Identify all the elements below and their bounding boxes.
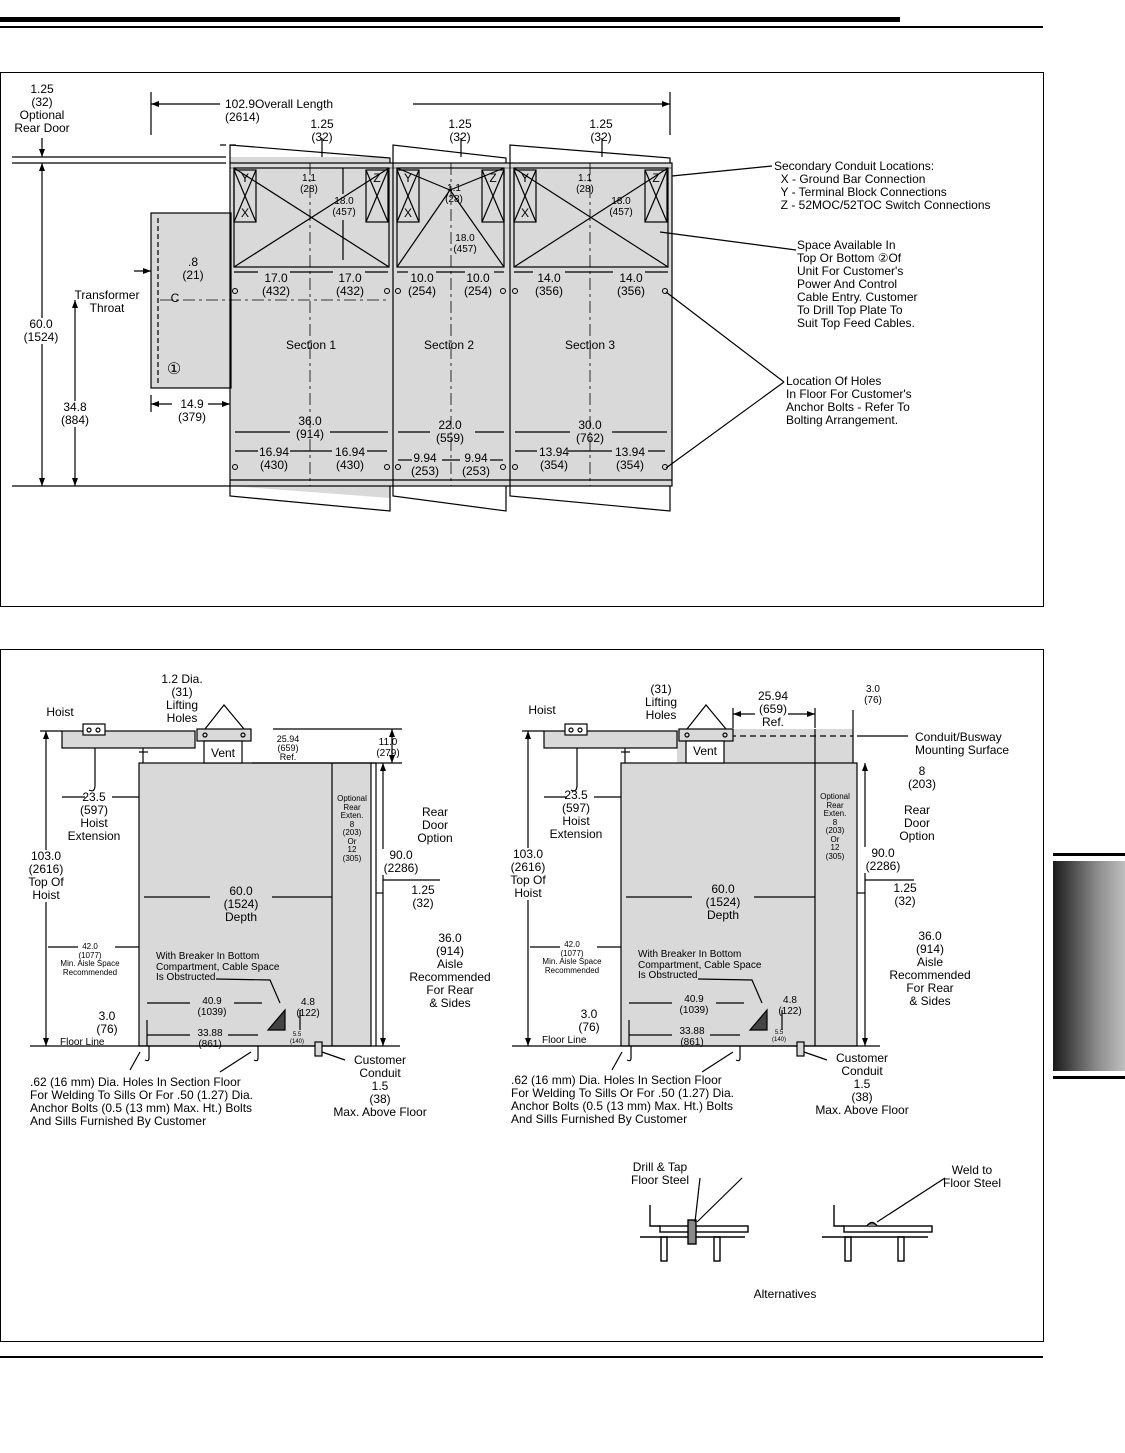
- conduit-dim-2: 1.1 (28): [445, 183, 463, 205]
- centerline-symbol: C: [170, 291, 180, 305]
- left-optional-extension: Optional Rear Exten. 8 (203) Or 12 (305): [337, 794, 367, 863]
- b2-dim-a: 9.94 (253): [410, 451, 439, 478]
- s1-width-dim: 36.0 (914): [295, 414, 324, 441]
- b1-dim-b: 16.94 (430): [334, 445, 366, 472]
- left-holes-note: .62 (16 mm) Dia. Holes In Section Floor For Welding To Sills Or For .50 (1.27) Dia. Anchor Bolts (0.5 (13 mm) Max. Ht.) Bolts And Sills Furnished By Customer: [30, 1075, 253, 1128]
- b1-dim-a: 16.94 (430): [258, 445, 290, 472]
- conduit-dim-3: 1.1 (28): [576, 173, 594, 195]
- left-vent-label: Vent: [210, 746, 236, 760]
- anchor-holes-note: Location Of Holes In Floor For Customer's Anchor Bolts - Refer To Bolting Arrangement.: [786, 374, 912, 427]
- s2-dim-a: 10.0 (254): [407, 271, 436, 298]
- z-label-2: Z: [489, 171, 497, 185]
- left-aisle-dim: 36.0 (914) Aisle Recommended For Rear & Sides: [409, 931, 491, 1010]
- right-optional-extension: Optional Rear Exten. 8 (203) Or 12 (305): [820, 792, 850, 861]
- right-hoist-label: Hoist: [528, 703, 556, 717]
- left-h11-dim: 11.0 (279): [376, 737, 400, 759]
- right-min-aisle: 42.0 (1077) Min. Aisle Space Recommended: [542, 940, 602, 975]
- left-breaker-note: With Breaker In Bottom Compartment, Cable Space Is Obstructed: [156, 951, 280, 983]
- height-dim: 60.0 (1524): [18, 318, 64, 344]
- left-floor-line: Floor Line: [60, 1037, 105, 1048]
- section-1-label: Section 1: [285, 338, 337, 352]
- b3-dim-b: 13.94 (354): [614, 445, 646, 472]
- right-aisle-dim: 36.0 (914) Aisle Recommended For Rear & Sides: [889, 929, 971, 1008]
- y-label-2: Y: [403, 171, 412, 185]
- right-busway-label: Conduit/Busway Mounting Surface: [915, 730, 1010, 757]
- right-h8-dim: 8 (203): [907, 764, 936, 791]
- right-holes-note: .62 (16 mm) Dia. Holes In Section Floor For Welding To Sills Or For .50 (1.27) Dia. Anchor Bolts (0.5 (13 mm) Max. Ht.) Bolts And Sills Furnished By Customer: [511, 1073, 734, 1126]
- z-label-3: Z: [652, 171, 660, 185]
- x-label-2: X: [403, 206, 412, 220]
- section-3-label: Section 3: [564, 338, 616, 352]
- weld-label: Weld to Floor Steel: [942, 1163, 1002, 1190]
- s1-dim-b: 17.0 (432): [335, 271, 364, 298]
- left-hoist-label: Hoist: [46, 705, 74, 719]
- throat-height-dim: 34.8 (884): [52, 401, 98, 427]
- s3-dim-a: 14.0 (356): [534, 271, 563, 298]
- right-rear-door: Rear Door Option: [899, 803, 935, 843]
- ext-dim-1: 1.25 (32): [310, 117, 334, 144]
- left-h103-dim: 103.0 (2616) Top Of Hoist: [22, 850, 70, 902]
- note-1-marker: ①: [166, 361, 182, 378]
- right-ref-dim: 25.94 (659) Ref.: [757, 689, 789, 729]
- space-available-note: Space Available In Top Or Bottom ②Of Unit For Customer's Power And Control Cable Entry. Customer To Drill Top Plate To Suit Top Feed Cables.: [797, 238, 918, 330]
- b2-dim-b: 9.94 (253): [461, 451, 490, 478]
- right-lifting-holes: (31) Lifting Holes: [644, 682, 678, 722]
- y-label-1: Y: [240, 171, 249, 185]
- secondary-conduit-note: Secondary Conduit Locations: X - Ground Bar Connection Y - Terminal Block Connections Z - 52MOC/52TOC Switch Connections: [774, 159, 991, 212]
- right-floor-line: Floor Line: [542, 1035, 587, 1046]
- throat-offset-dim: 14.9 (379): [177, 397, 206, 424]
- left-ref-dim: 25.94 (659) Ref.: [276, 734, 300, 762]
- overall-length-dim: 102.9Overall Length (2614): [225, 97, 334, 124]
- b3-dim-a: 13.94 (354): [538, 445, 570, 472]
- s2-dim-b: 10.0 (254): [463, 271, 492, 298]
- left-rear-door: Rear Door Option: [417, 805, 453, 845]
- right-d55-dim: 5.5 (140): [771, 1030, 786, 1043]
- section-2-label: Section 2: [423, 338, 475, 352]
- right-h90-dim: 90.0 (2286): [862, 847, 904, 873]
- left-d55-dim: 5.5 (140): [289, 1032, 304, 1045]
- right-h103-dim: 103.0 (2616) Top Of Hoist: [504, 848, 552, 900]
- left-customer-conduit: Customer Conduit 1.5 (38) Max. Above Floor: [333, 1053, 427, 1119]
- right-breaker-note: With Breaker In Bottom Compartment, Cable Space Is Obstructed: [638, 949, 762, 981]
- left-min-aisle: 42.0 (1077) Min. Aisle Space Recommended: [60, 942, 120, 977]
- rear-door-dim: 1.25 (32) Optional Rear Door: [14, 82, 70, 135]
- left-d3388-dim: 33.88 (861): [197, 1028, 223, 1050]
- right-d3-dim: 3.0 (76): [578, 1007, 600, 1034]
- right-depth-dim: 60.0 (1524) Depth: [705, 882, 741, 922]
- s2-width-dim: 22.0 (559): [435, 418, 464, 445]
- right-d48-dim: 4.8 (122): [778, 995, 802, 1017]
- right-d125-dim: 1.25 (32): [893, 881, 917, 908]
- alternatives-label: Alternatives: [753, 1287, 817, 1301]
- ext-dim-2: 1.25 (32): [448, 117, 472, 144]
- ext-dim-3: 1.25 (32): [589, 117, 613, 144]
- right-d3388-dim: 33.88 (861): [679, 1026, 705, 1048]
- right-d409-dim: 40.9 (1039): [679, 994, 709, 1016]
- left-d3-dim: 3.0 (76): [96, 1009, 118, 1036]
- s1-dim-a: 17.0 (432): [261, 271, 290, 298]
- left-d125-dim: 1.25 (32): [411, 883, 435, 910]
- s3-width-dim: 30.0 (762): [575, 418, 604, 445]
- depth-dim-3: 18.0 (457): [609, 196, 633, 218]
- transformer-throat-label: Transformer Throat: [74, 288, 140, 315]
- left-hoist-extension: 23.5 (597) Hoist Extension: [67, 790, 121, 843]
- z-label-1: Z: [373, 171, 381, 185]
- right-hoist-extension: 23.5 (597) Hoist Extension: [549, 788, 603, 841]
- left-lifting-holes: 1.2 Dia. (31) Lifting Holes: [161, 672, 203, 725]
- drill-tap-label: Drill & Tap Floor Steel: [630, 1160, 690, 1187]
- conduit-dim-1: 1.1 (28): [300, 173, 318, 195]
- left-depth-dim: 60.0 (1524) Depth: [223, 884, 259, 924]
- x-label-1: X: [240, 206, 249, 220]
- right-h3-dim: 3.0 (76): [864, 684, 882, 706]
- depth-dim-1: 18.0 (457): [332, 196, 356, 218]
- throat-width-dim: .8 (21): [182, 255, 204, 282]
- depth-dim-2: 18.0 (457): [453, 233, 477, 255]
- left-h90-dim: 90.0 (2286): [380, 849, 422, 875]
- left-d409-dim: 40.9 (1039): [197, 996, 227, 1018]
- s3-dim-b: 14.0 (356): [616, 271, 645, 298]
- left-d48-dim: 4.8 (122): [296, 997, 320, 1019]
- x-label-3: X: [520, 206, 529, 220]
- right-customer-conduit: Customer Conduit 1.5 (38) Max. Above Floor: [815, 1051, 909, 1117]
- right-vent-label: Vent: [692, 744, 718, 758]
- y-label-3: Y: [520, 171, 529, 185]
